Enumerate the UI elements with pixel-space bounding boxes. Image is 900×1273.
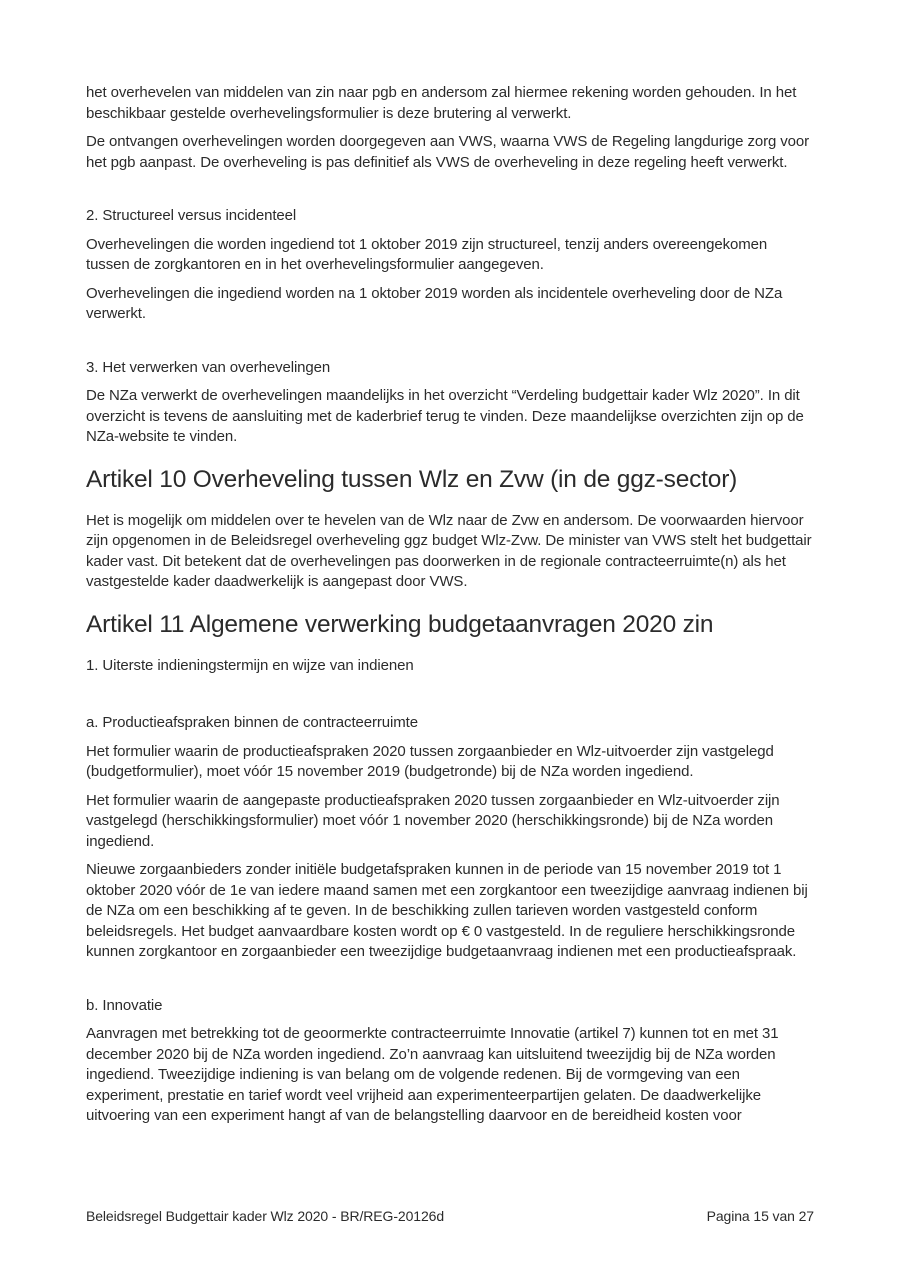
paragraph: De NZa verwerkt de overhevelingen maandelijks in het overzicht “Verdeling budgettair kader Wlz 2020”. In dit overzicht is tevens de aansluiting met de kaderbrief terug te vinden. Deze maandelijkse overzichten zijn op de NZa-website te vinden.: [86, 387, 804, 445]
section-heading: 1. Uiterste indieningstermijn en wijze van indienen: [86, 656, 414, 674]
paragraph: Overhevelingen die worden ingediend tot 1 oktober 2019 zijn structureel, tenzij anders overeengekomen tussen de zorgkantoren en in het overhevelingsformulier aangegeven.: [86, 235, 768, 273]
paragraph: Het is mogelijk om middelen over te hevelen van de Wlz naar de Zvw en andersom. De voorwaarden hiervoor zijn opgenomen in de Beleidsregel overheveling ggz budget Wlz-Zvw. De minister van VWS stelt het budgettair kader vast. Dit betekent dat de overhevelingen pas doorwerken in de regionale contracteerruimte(n) als het vastgestelde kader daadwerkelijk is aangepast door VWS.: [86, 511, 812, 590]
paragraph: Overhevelingen die ingediend worden na 1 oktober 2019 worden als incidentele overheveling door de NZa verwerkt.: [86, 284, 783, 322]
paragraph: het overhevelen van middelen van zin naar pgb en andersom zal hiermee rekening worden gehouden. In het beschikbaar gestelde overhevelingsformulier is deze brutering al verwerkt.: [86, 84, 797, 122]
paragraph: Aanvragen met betrekking tot de geoormerkte contracteerruimte Innovatie (artikel 7) kunnen tot en met 31 december 2020 bij de NZa worden ingediend. Zo’n aanvraag kan uitsluitend tweezijdig bij de NZa worden ingediend. Tweezijdige indiening is van belang om de volgende redenen. Bij de vormgeving van een experiment, prestatie en tarief wordt veel vrijheid aan experimenteerpartijen gelaten. De daadwerkelijke uitvoering van een experiment hangt af van de belangstelling daarvoor en de bereidheid kosten voor: [86, 1025, 779, 1124]
paragraph: Het formulier waarin de productieafspraken 2020 tussen zorgaanbieder en Wlz-uitvoerder zijn vastgelegd (budgetformulier), moet vóór 15 november 2019 (budgetronde) bij de NZa worden ingediend.: [86, 742, 774, 780]
paragraph: De ontvangen overhevelingen worden doorgegeven aan VWS, waarna VWS de Regeling langdurige zorg voor het pgb aanpast. De overheveling is pas definitief als VWS de overheveling in deze regeling heeft verwerkt.: [86, 133, 810, 171]
paragraph: Nieuwe zorgaanbieders zonder initiële budgetafspraken kunnen in de periode van 15 november 2019 tot 1 oktober 2020 vóór de 1e van iedere maand samen met een zorgkantoor een tweezijdige aanvraag indienen bij de NZa om een beschikking af te geven. In de beschikking zullen tarieven worden vastgesteld conform beleidsregels. Het budget aanvaardbare kosten wordt op € 0 vastgesteld. In de reguliere herschikkingsronde kunnen zorgkantoor en zorgaanbieder een tweezijdige budgetaanvraag indienen met een productieafspraak.: [86, 861, 808, 960]
section-heading: 2. Structureel versus incidenteel: [86, 207, 297, 224]
footer-page-number: Pagina 15 van 27: [706, 1208, 814, 1224]
section-heading: a. Productieafspraken binnen de contracteerruimte: [86, 714, 418, 731]
article-heading: Artikel 10 Overheveling tussen Wlz en Zvw (in de ggz-sector): [86, 465, 738, 493]
section-heading: b. Innovatie: [86, 996, 163, 1014]
footer-document-title: Beleidsregel Budgettair kader Wlz 2020 - BR/REG-20126d: [86, 1208, 445, 1224]
paragraph: Het formulier waarin de aangepaste productieafspraken 2020 tussen zorgaanbieder en Wlz-uitvoerder zijn vastgelegd (herschikkingsformulier) moet vóór 1 november 2020 (herschikkingsronde) bij de NZa worden ingediend.: [86, 791, 780, 850]
section-heading: 3. Het verwerken van overhevelingen: [86, 358, 331, 376]
article-heading: Artikel 11 Algemene verwerking budgetaanvragen 2020 zin: [86, 610, 714, 638]
page-footer: [86, 1207, 814, 1226]
